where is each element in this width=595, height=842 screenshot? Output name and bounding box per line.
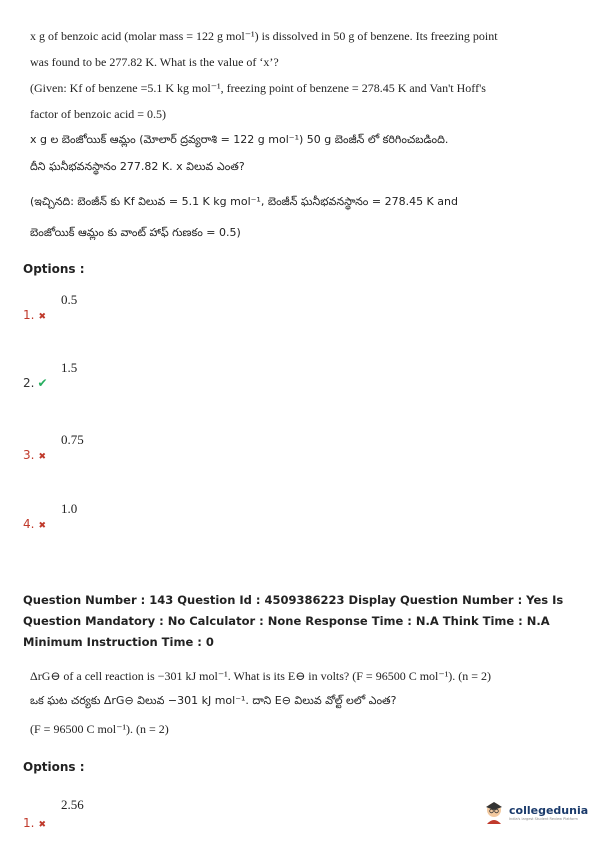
q1-option-3[interactable] xyxy=(23,444,46,463)
collegedunia-logo xyxy=(483,800,588,824)
cross-mark-icon: ✖ xyxy=(38,452,46,462)
q2-text-line-1: ΔrG⊖ of a cell reaction is −301 kJ mol⁻¹. What is its E⊖ in volts? (F = 96500 C mol⁻¹). (n = 2) xyxy=(30,669,492,683)
cross-mark-icon: ✖ xyxy=(38,820,46,830)
q1-option-1-value: 0.5 xyxy=(61,292,78,307)
cross-mark-icon: ✖ xyxy=(38,312,46,322)
q1-option-2[interactable] xyxy=(23,372,48,391)
q2-options-label: Options : xyxy=(23,760,85,774)
q1-text-line-4: factor of benzoic acid = 0.5) xyxy=(30,107,167,121)
q1-option-4[interactable] xyxy=(23,513,46,532)
option-number: 4. xyxy=(23,517,35,531)
option-number: 3. xyxy=(23,448,35,462)
logo-text: collegedunia xyxy=(509,803,589,817)
q2-telugu-line-2: (F = 96500 C mol⁻¹). (n = 2) xyxy=(30,722,169,736)
q2-telugu-line-1: ఒక ఘట చర్యకు ΔrG⊖ విలువ −301 kJ mol⁻¹. దాని E⊖ విలువ వోల్ట్ లలో ఎంత? xyxy=(30,694,397,707)
q1-telugu-line-2: దీని ఘనీభవనస్థానం 277.82 K. x విలువ ఎంత? xyxy=(30,160,245,173)
q1-option-1[interactable] xyxy=(23,304,46,323)
q1-text-line-3: (Given: Kf of benzene =5.1 K kg mol⁻¹, freezing point of benzene = 278.45 K and Van't Hoff's xyxy=(30,81,486,95)
q1-option-4-value: 1.0 xyxy=(61,501,78,516)
logo-tagline: India's largest Student Review Platform xyxy=(509,816,578,821)
option-number: 1. xyxy=(23,816,35,830)
q1-telugu-line-3: (ఇచ్చినది: బెంజీన్ కు Kf విలువ = 5.1 K kg mol⁻¹, బెంజీన్ ఘనీభవనస్థానం = 278.45 K and xyxy=(30,195,458,208)
q2-meta-info: Question Number : 143 Question Id : 4509386223 Display Question Number : Yes Is Question Mandatory : No Calculator : None Response Time : N.A Think Time : N.A Minimum Instruction Time : 0 xyxy=(23,593,564,649)
q1-telugu-line-4: బెంజోయిక్ ఆమ్లం కు వాంట్ హాఫ్ గుణకం = 0.5) xyxy=(30,226,241,239)
student-avatar-icon xyxy=(483,800,505,824)
option-number: 1. xyxy=(23,308,35,322)
q1-option-3-value: 0.75 xyxy=(61,432,84,447)
check-mark-icon: ✔ xyxy=(37,376,48,390)
q1-options-label: Options : xyxy=(23,262,85,276)
q1-text-line-1: x g of benzoic acid (molar mass = 122 g mol⁻¹) is dissolved in 50 g of benzene. Its freezing point xyxy=(30,29,498,43)
q2-option-1-value: 2.56 xyxy=(61,797,84,812)
q1-telugu-line-1: x g ల బెంజోయిక్ ఆమ్లం (మోలార్ ద్రవ్యరాశి = 122 g mol⁻¹) 50 g బెంజీన్ లో కరిగించబడింది. xyxy=(30,133,449,146)
q1-text-line-2: was found to be 277.82 K. What is the value of ‘x’? xyxy=(30,55,279,69)
option-number: 2. xyxy=(23,376,35,390)
cross-mark-icon: ✖ xyxy=(38,521,46,531)
q1-option-2-value: 1.5 xyxy=(61,360,78,375)
q2-option-1[interactable] xyxy=(23,812,46,831)
